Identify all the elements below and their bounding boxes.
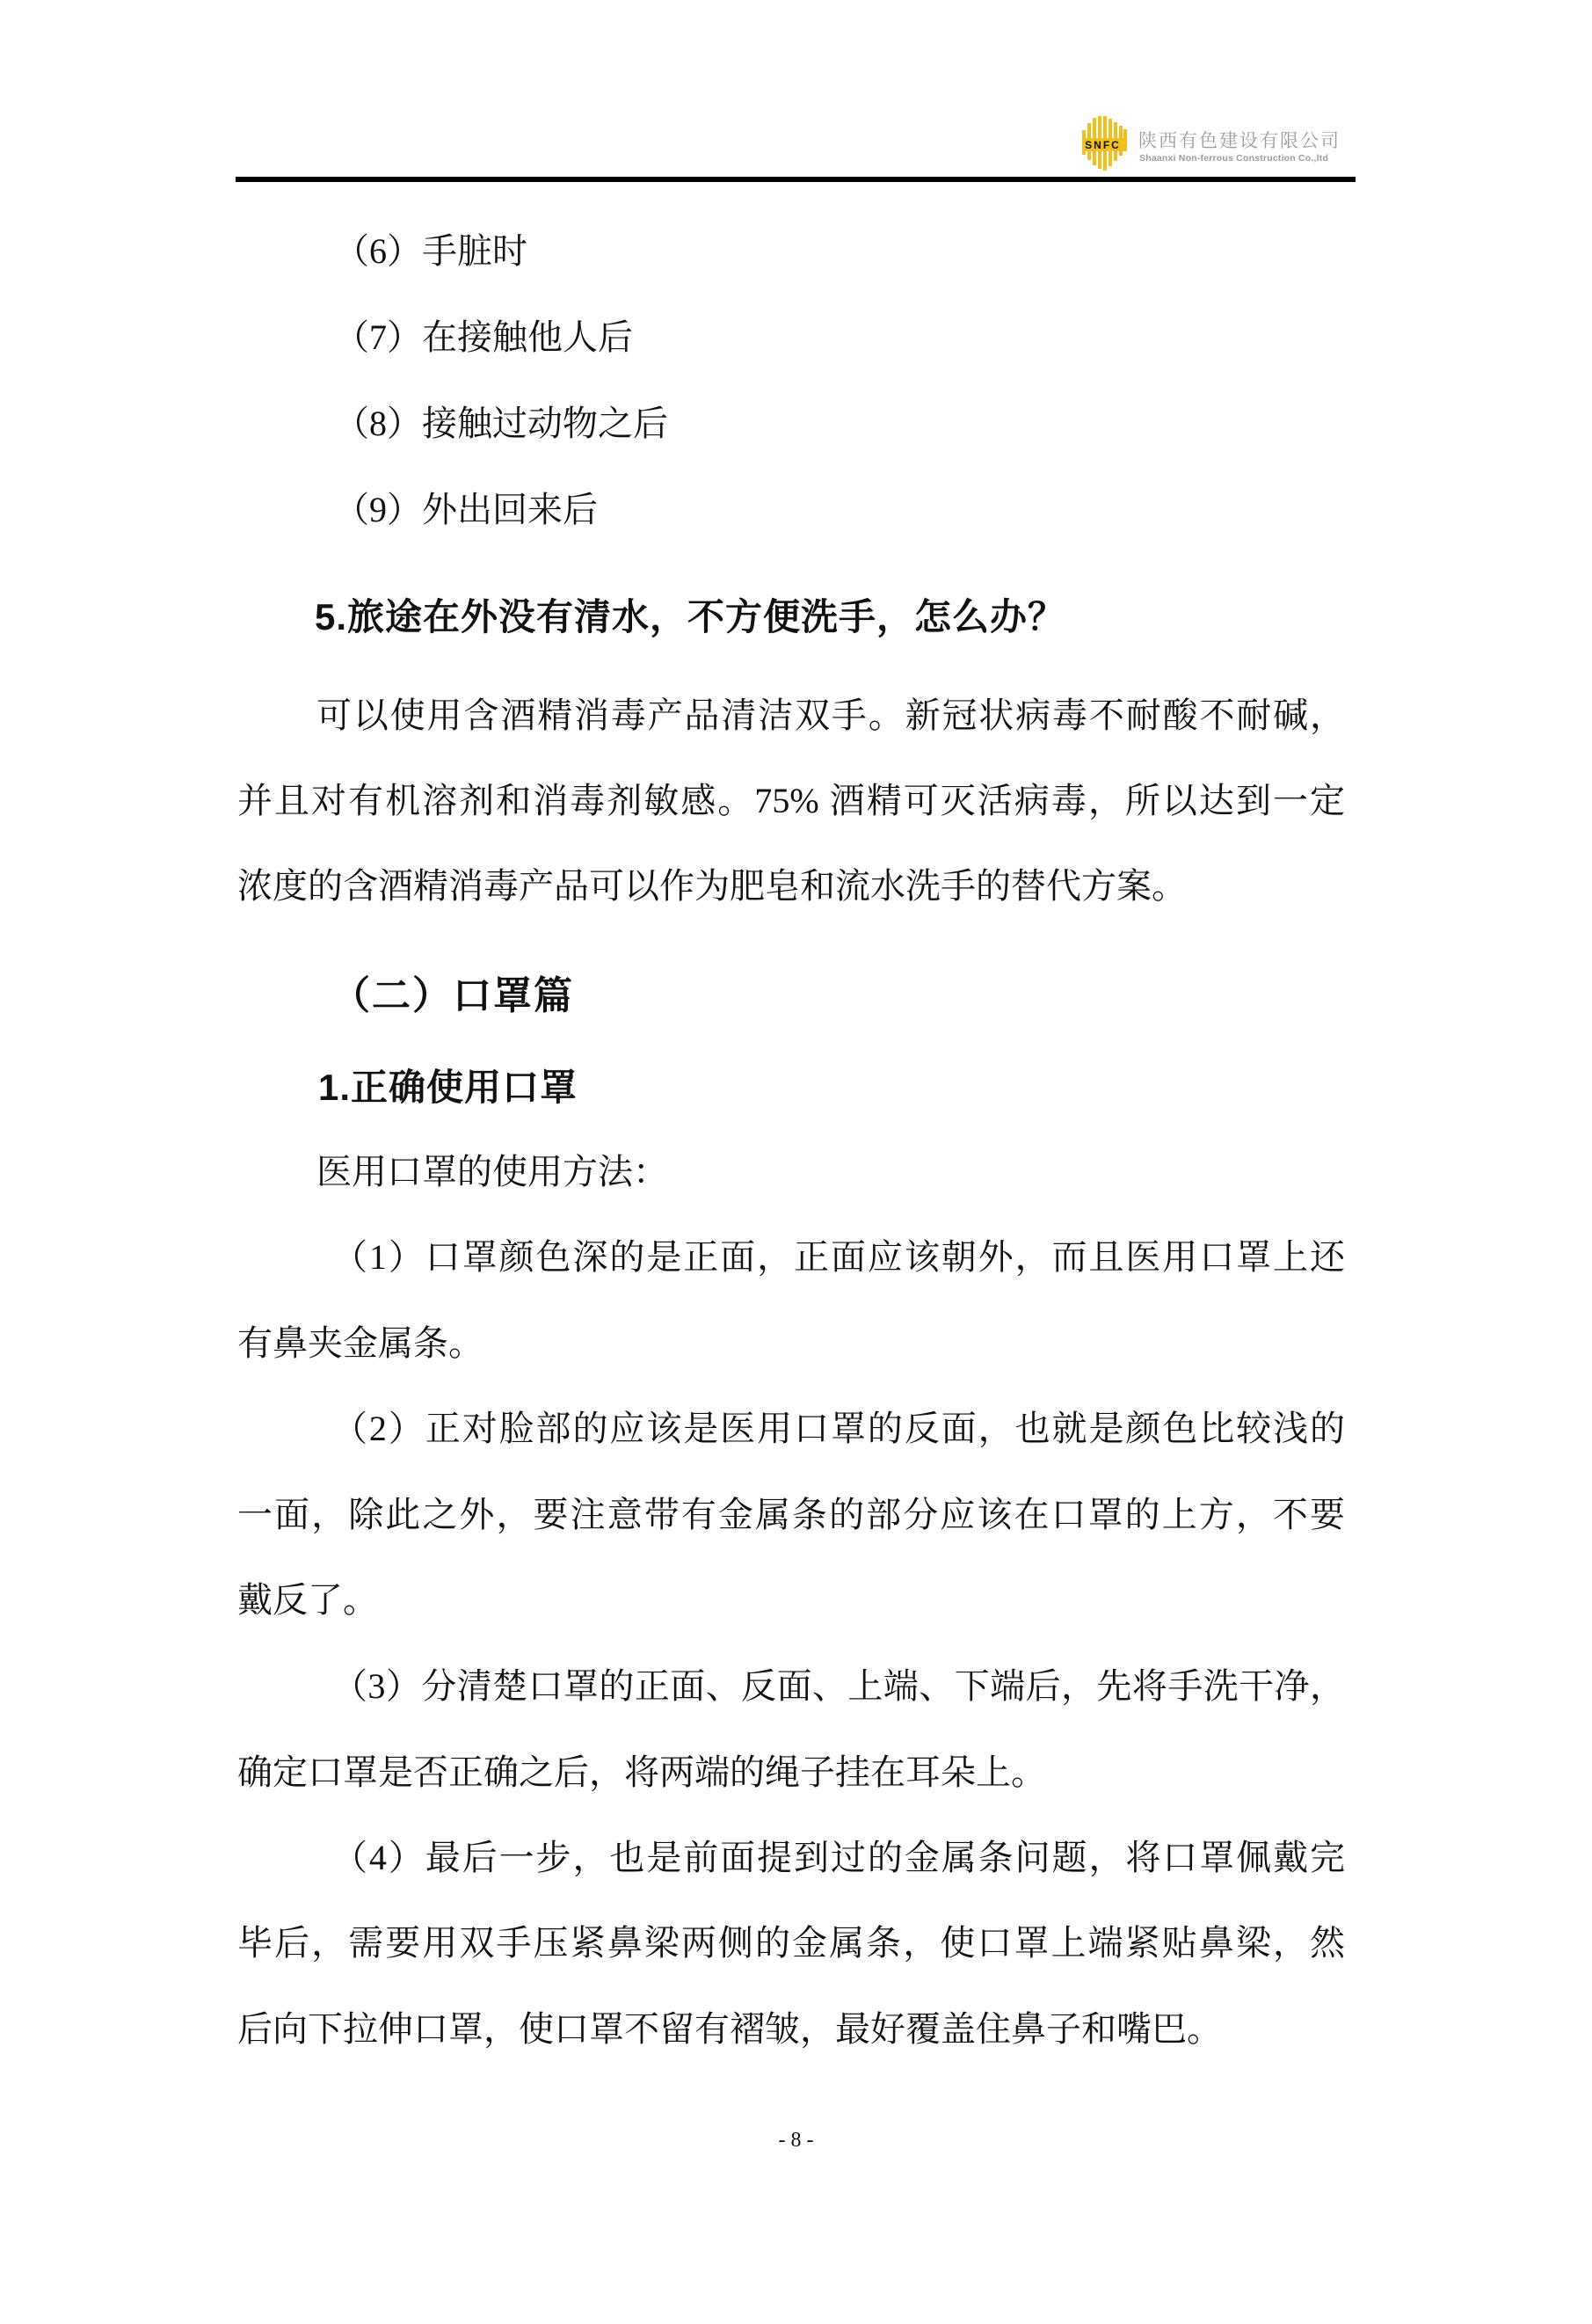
text-line: 并且对有机溶剂和消毒剂敏感。75% 酒精可灭活病毒，所以达到一定 bbox=[237, 781, 1345, 820]
text-line: 可以使用含酒精消毒产品清洁双手。新冠状病毒不耐酸不耐碱， bbox=[316, 696, 1345, 735]
page-number: - 8 - bbox=[778, 2129, 814, 2152]
heading-line: （二）口罩篇 bbox=[331, 974, 574, 1017]
text-line: （1）口罩颜色深的是正面，正面应该朝外，而且医用口罩上还 bbox=[332, 1237, 1345, 1277]
text-line: 一面，除此之外，要注意带有金属条的部分应该在口罩的上方，不要 bbox=[237, 1495, 1345, 1534]
page-footer bbox=[0, 2128, 1592, 2153]
text-line: （7）在接触他人后 bbox=[334, 317, 633, 357]
logo-bars-icon bbox=[1082, 116, 1128, 171]
text-line: 后向下拉伸口罩，使口罩不留有褶皱，最好覆盖住鼻子和嘴巴。 bbox=[237, 2009, 1222, 2049]
company-name-en: Shaanxi Non-ferrous Construction Co.,ltd bbox=[1139, 153, 1329, 164]
logo-abbr-text: SNFC bbox=[1085, 139, 1121, 151]
text-line: （6）手脏时 bbox=[334, 231, 527, 271]
text-line: 确定口罩是否正确之后，将两端的绳子挂在耳朵上。 bbox=[237, 1752, 1046, 1792]
header-rule bbox=[236, 177, 1356, 182]
company-name-zh: 陕西有色建设有限公司 bbox=[1138, 131, 1341, 151]
text-line: （9）外出回来后 bbox=[334, 490, 598, 529]
text-line: （4）最后一步，也是前面提到过的金属条问题，将口罩佩戴完 bbox=[332, 1838, 1345, 1877]
text-line: 浓度的含酒精消毒产品可以作为肥皂和流水洗手的替代方案。 bbox=[237, 866, 1187, 906]
text-line: （8）接触过动物之后 bbox=[334, 404, 668, 443]
text-line: 戴反了。 bbox=[237, 1580, 378, 1620]
text-line: 医用口罩的使用方法： bbox=[316, 1152, 668, 1191]
heading-line: 5.旅途在外没有清水，不方便洗手，怎么办？ bbox=[315, 596, 1066, 637]
text-line: 毕后，需要用双手压紧鼻梁两侧的金属条，使口罩上端紧贴鼻梁，然 bbox=[237, 1923, 1345, 1963]
text-line: （3）分清楚口罩的正面、反面、上端、下端后，先将手洗干净， bbox=[332, 1666, 1345, 1706]
heading-line: 1.正确使用口罩 bbox=[318, 1067, 578, 1108]
text-line: 有鼻夹金属条。 bbox=[237, 1323, 483, 1363]
snfc-logo-icon bbox=[1082, 116, 1128, 171]
text-line: （2）正对脸部的应该是医用口罩的反面，也就是颜色比较浅的 bbox=[332, 1409, 1345, 1448]
